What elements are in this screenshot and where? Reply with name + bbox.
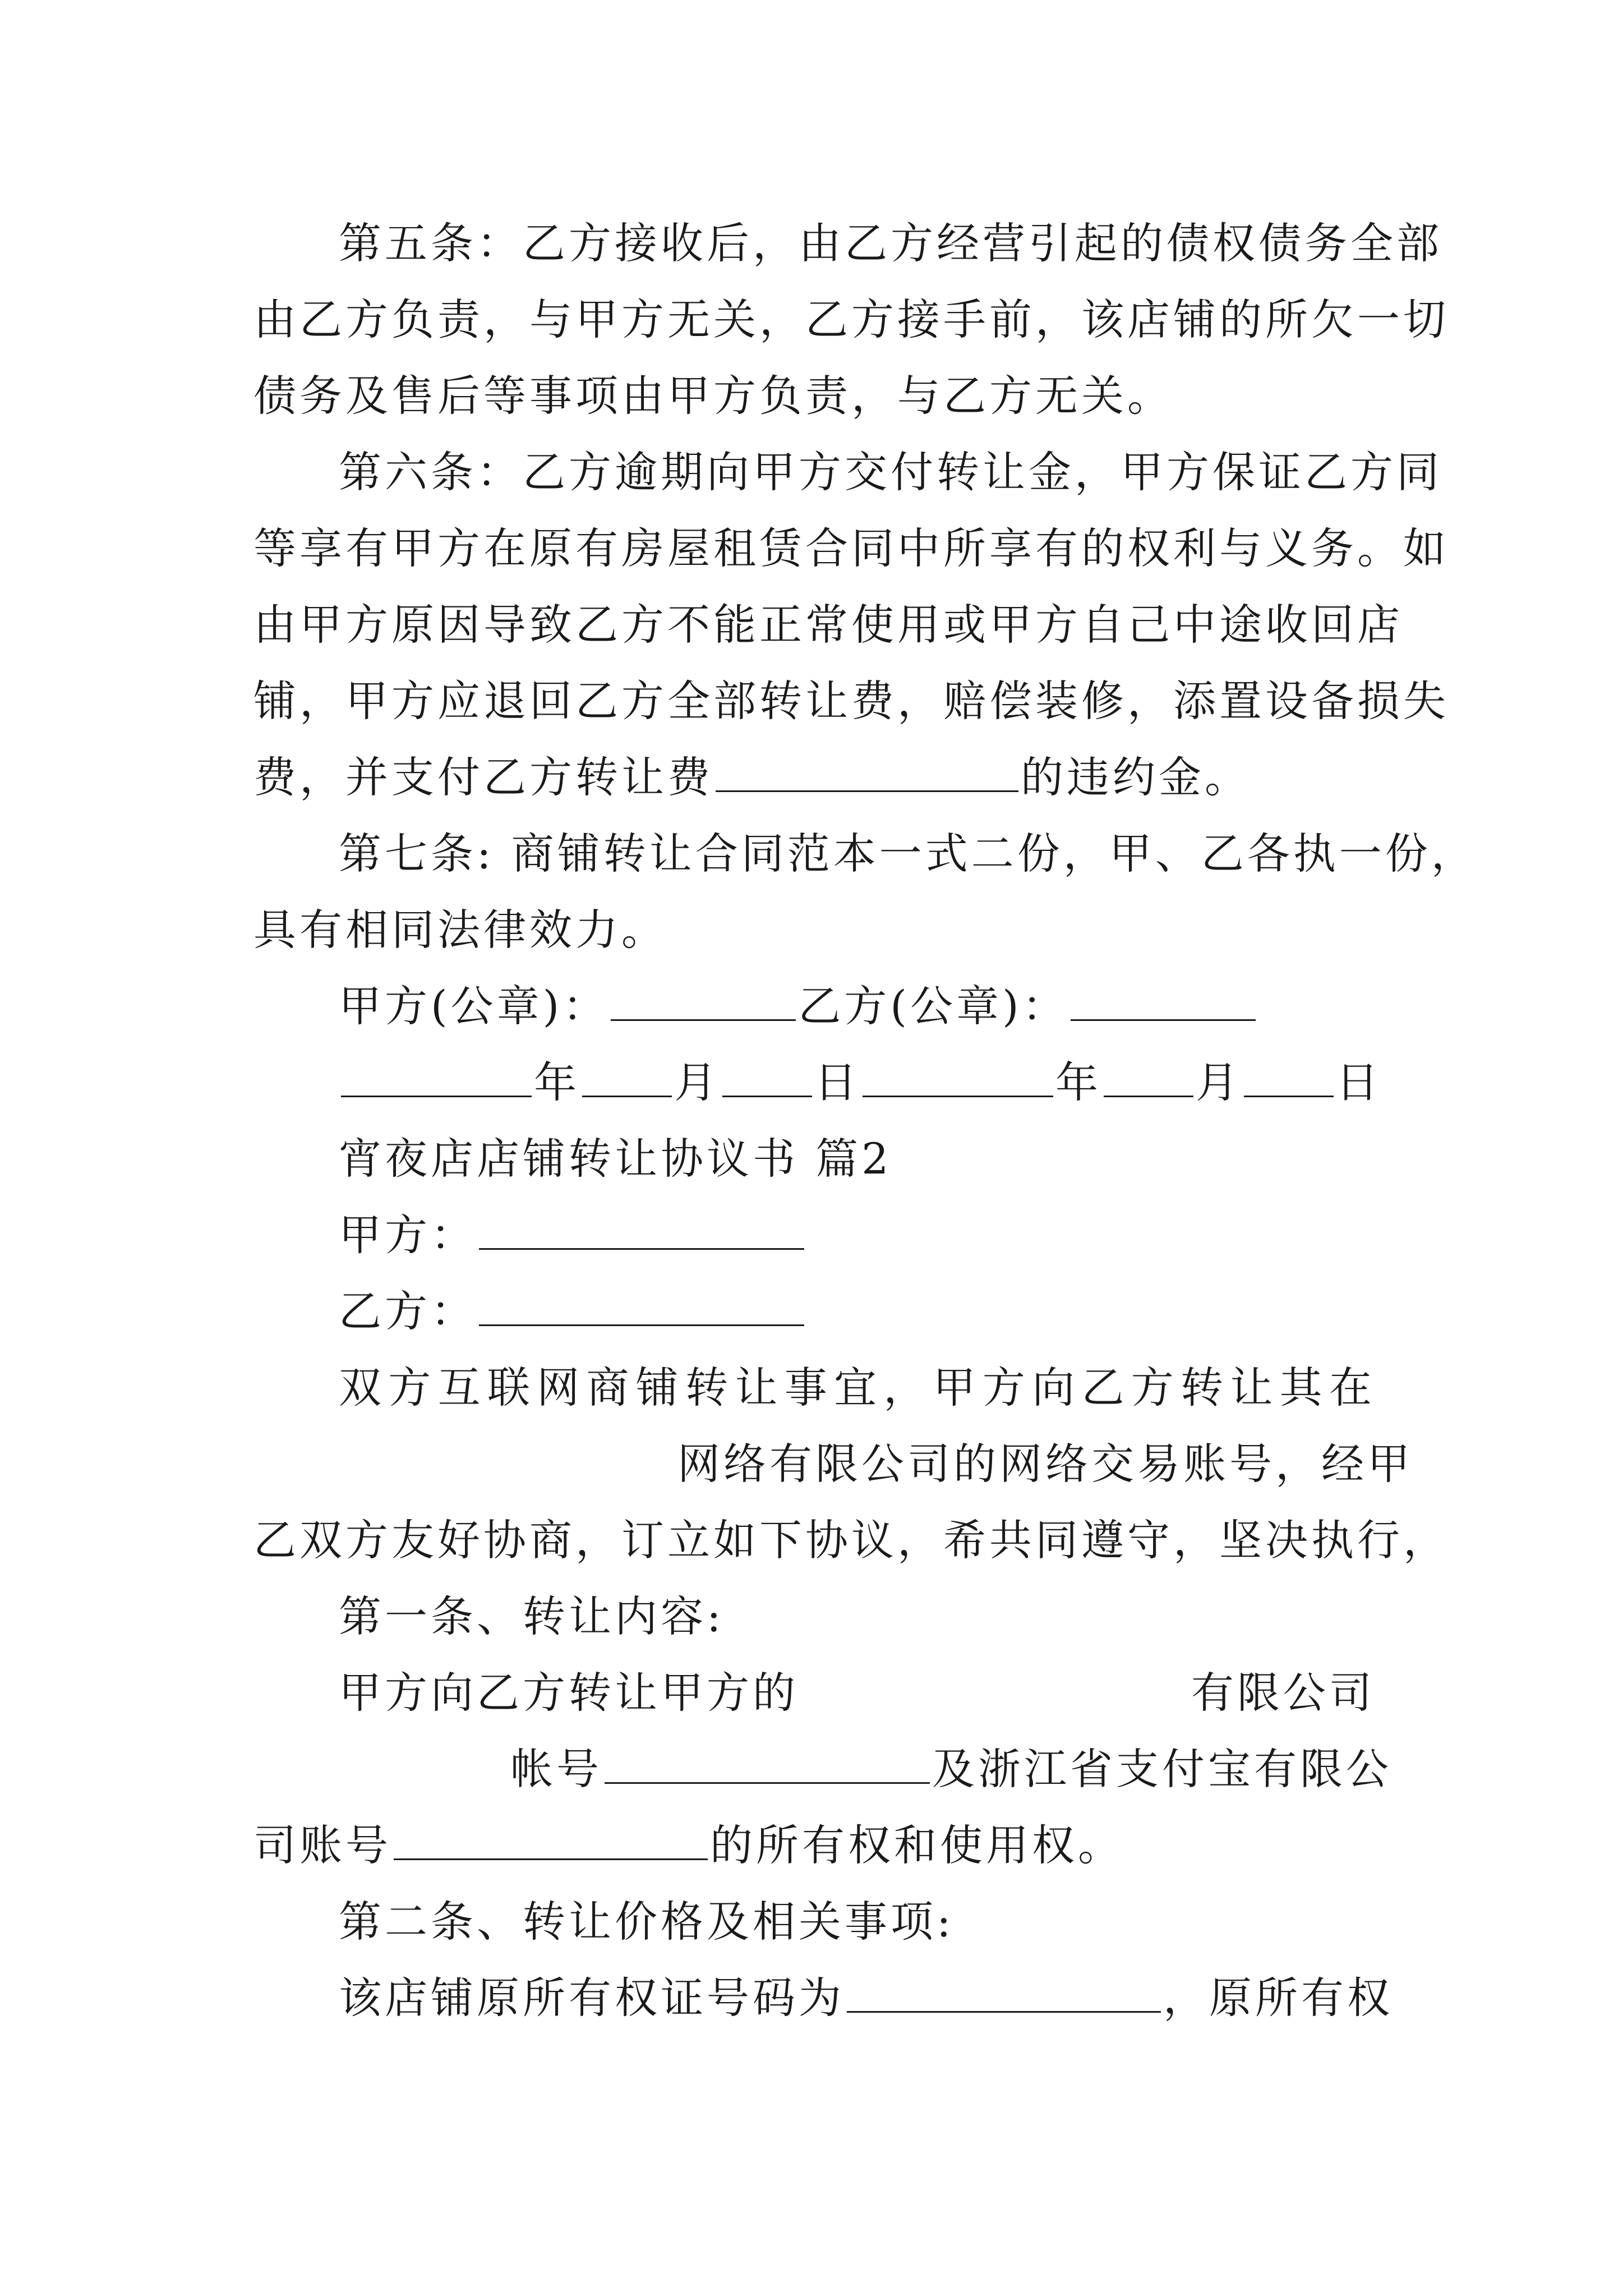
article-6-line-5 <box>253 749 1375 806</box>
date-a-day-label: 日 <box>814 1057 860 1107</box>
party-b-seal-label: 乙方(公章)： <box>798 981 1068 1031</box>
signature-line <box>339 978 1375 1034</box>
article-5-line-3: 债务及售后等事项由甲方负责，与乙方无关。 <box>253 371 1173 421</box>
section-2-party-a-label: 甲方： <box>339 1210 477 1260</box>
clause-1-alipay-blank <box>394 1824 708 1860</box>
date-a-month-blank <box>582 1061 672 1097</box>
clause-1-line-2 <box>510 1741 1392 1797</box>
section-2-intro-line-1: 双方互联网商铺转让事宜，甲方向乙方转让其在 <box>339 1363 1375 1412</box>
date-b-month-label: 月 <box>1196 1057 1242 1107</box>
article-6-line-3: 由甲方原因导致乙方不能正常使用或甲方自己中途收回店 <box>253 600 1403 650</box>
section-2-party-a <box>339 1207 1375 1263</box>
clause-2-line-1-end: ，原所有权 <box>1163 1973 1393 2023</box>
section-2-party-b-label: 乙方： <box>339 1286 477 1336</box>
date-a-day-blank <box>722 1061 812 1097</box>
clause-1-line-1-end: 有限公司 <box>1191 1668 1375 1718</box>
penalty-blank <box>716 756 1018 792</box>
clause-1-line-3-end: 的所有权和使用权。 <box>710 1820 1124 1870</box>
article-6-line-2: 等享有甲方在原有房屋租赁合同中所享有的权利与义务。如 <box>253 523 1449 573</box>
section-2-title: 宵夜店店铺转让协议书 篇2 <box>339 1134 892 1184</box>
section-2-intro-line-2: 网络有限公司的网络交易账号，经甲 <box>677 1439 1413 1489</box>
date-b-year-label: 年 <box>1055 1057 1101 1107</box>
clause-1-title: 第一条、转让内容: <box>339 1591 725 1641</box>
article-5-line-1: 第五条：乙方接收后，由乙方经营引起的债权债务全部 <box>339 218 1442 268</box>
clause-1-line-1 <box>339 1665 1375 1721</box>
date-a-year-label: 年 <box>534 1057 580 1107</box>
article-7-line-2: 具有相同法律效力。 <box>253 905 667 955</box>
article-6-line-1: 第六条：乙方逾期向甲方交付转让金，甲方保证乙方同 <box>339 447 1442 497</box>
date-b-month-blank <box>1104 1061 1193 1097</box>
date-b-day-blank <box>1244 1061 1334 1097</box>
clause-2-title: 第二条、转让价格及相关事项: <box>339 1897 955 1947</box>
article-6-line-4: 铺，甲方应退回乙方全部转让费，赔偿装修，添置设备损失 <box>253 676 1449 726</box>
section-2-party-a-blank <box>479 1213 804 1250</box>
clause-1-line-3 <box>253 1818 1375 1874</box>
date-b-day-label: 日 <box>1336 1057 1382 1107</box>
date-a-year-blank <box>341 1061 532 1097</box>
date-b-year-blank <box>863 1061 1053 1097</box>
article-7-line-1: 第七条: 商铺转让合同范本一式二份，甲、乙各执一份， <box>339 829 1477 878</box>
party-a-seal-label: 甲方(公章)： <box>339 981 609 1031</box>
article-6-line-5-start: 费，并支付乙方转让费 <box>253 752 713 802</box>
clause-1-account-blank <box>605 1747 930 1784</box>
article-6-line-5-end: 的违约金。 <box>1021 752 1251 802</box>
clause-2-line-1-start: 该店铺原所有权证号码为 <box>339 1973 845 2023</box>
party-a-seal-blank <box>611 984 796 1021</box>
clause-1-line-1-start: 甲方向乙方转让甲方的 <box>339 1668 799 1718</box>
section-2-party-b-blank <box>479 1290 804 1326</box>
clause-2-line-1 <box>339 1970 1393 2026</box>
section-2-party-b <box>339 1283 1375 1340</box>
date-a-month-label: 月 <box>674 1057 720 1107</box>
certificate-number-blank <box>847 1976 1161 2013</box>
clause-1-line-2-end: 及浙江省支付宝有限公 <box>932 1744 1392 1794</box>
party-b-seal-blank <box>1071 984 1256 1021</box>
date-line <box>339 1055 1382 1111</box>
section-2-intro-line-3: 乙双方友好协商，订立如下协议，希共同遵守，坚决执行， <box>253 1515 1449 1565</box>
clause-1-line-3-start: 司账号 <box>253 1820 391 1870</box>
article-5-line-2: 由乙方负责，与甲方无关，乙方接手前，该店铺的所欠一切 <box>253 295 1449 344</box>
clause-1-line-2-start: 帐号 <box>510 1744 602 1794</box>
